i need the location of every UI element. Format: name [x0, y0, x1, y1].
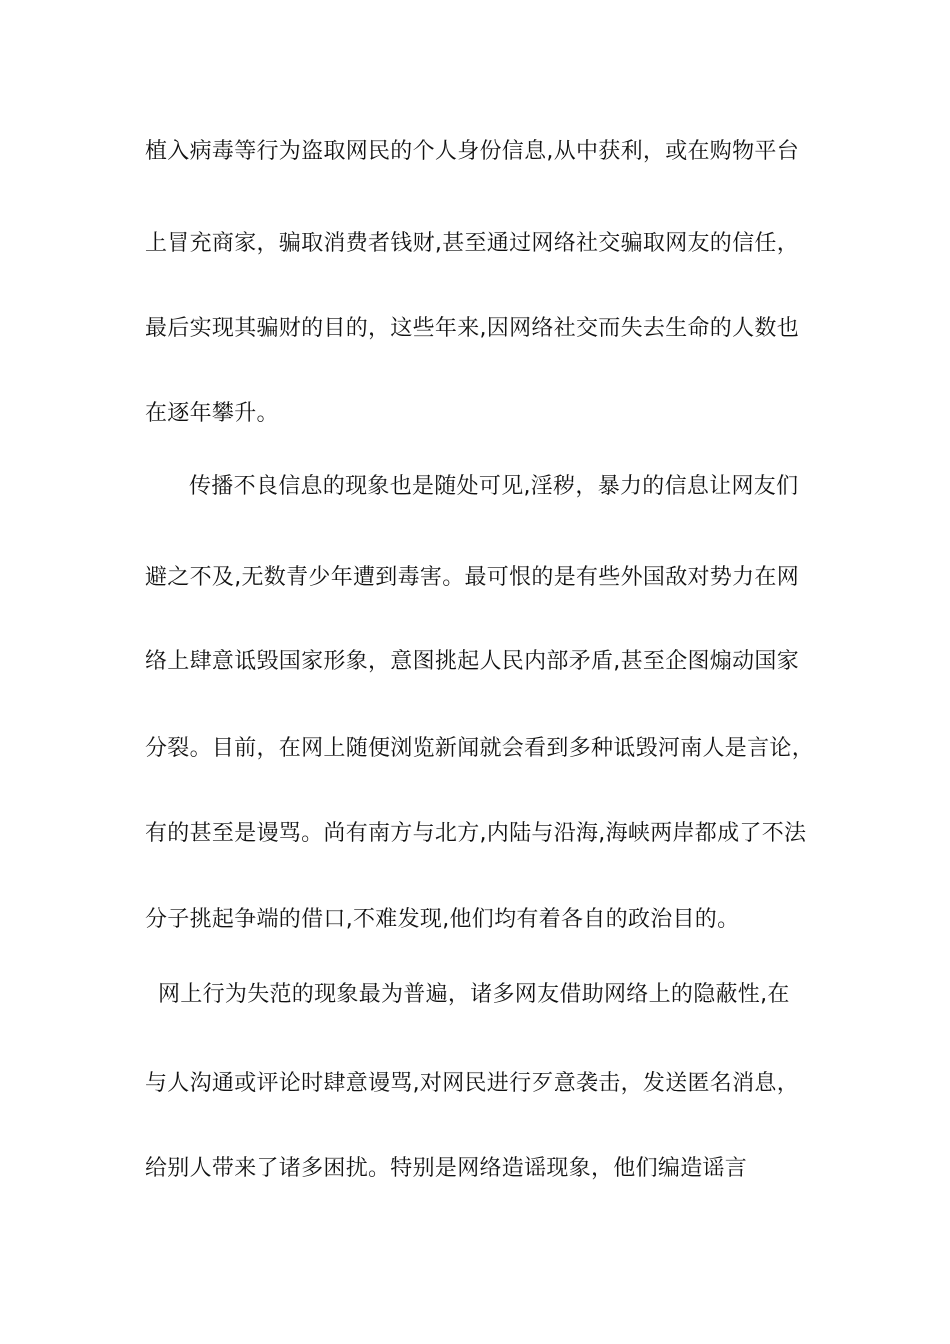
- text-line-9: 有的甚至是谩骂。尚有南方与北方,内陆与沿海,海峡两岸都成了不法: [145, 821, 807, 846]
- text-line-3: 最后实现其骗财的目的，这些年来,因网络社交而失去生命的人数也: [145, 316, 799, 341]
- text-line-1: 植入病毒等行为盗取网民的个人身份信息,从中获利，或在购物平台: [145, 139, 799, 164]
- paragraph-start-line-11: 网上行为失范的现象最为普遍，诸多网友借助网络上的隐蔽性,在: [158, 982, 790, 1007]
- text-line-12: 与人沟通或评论时肆意谩骂,对网民进行歹意袭击，发送匿名消息，: [145, 1071, 799, 1096]
- text-line-4: 在逐年攀升。: [145, 401, 279, 426]
- text-line-7: 络上肆意诋毁国家形象，意图挑起人民内部矛盾,甚至企图煽动国家: [145, 649, 799, 674]
- text-line-13: 给别人带来了诸多困扰。特别是网络造谣现象，他们编造谣言: [145, 1156, 748, 1181]
- text-line-8: 分裂。目前，在网上随便浏览新闻就会看到多种诋毁河南人是言论，: [145, 736, 815, 761]
- paragraph-start-line-5: 传播不良信息的现象也是随处可见,淫秽，暴力的信息让网友们: [189, 474, 799, 499]
- text-line-6: 避之不及,无数青少年遭到毒害。最可恨的是有些外国敌对势力在网: [145, 565, 799, 590]
- text-line-10: 分子挑起争端的借口,不难发现,他们均有着各自的政治目的。: [145, 907, 740, 932]
- text-line-2: 上冒充商家，骗取消费者钱财,甚至通过网络社交骗取网友的信任，: [145, 231, 799, 256]
